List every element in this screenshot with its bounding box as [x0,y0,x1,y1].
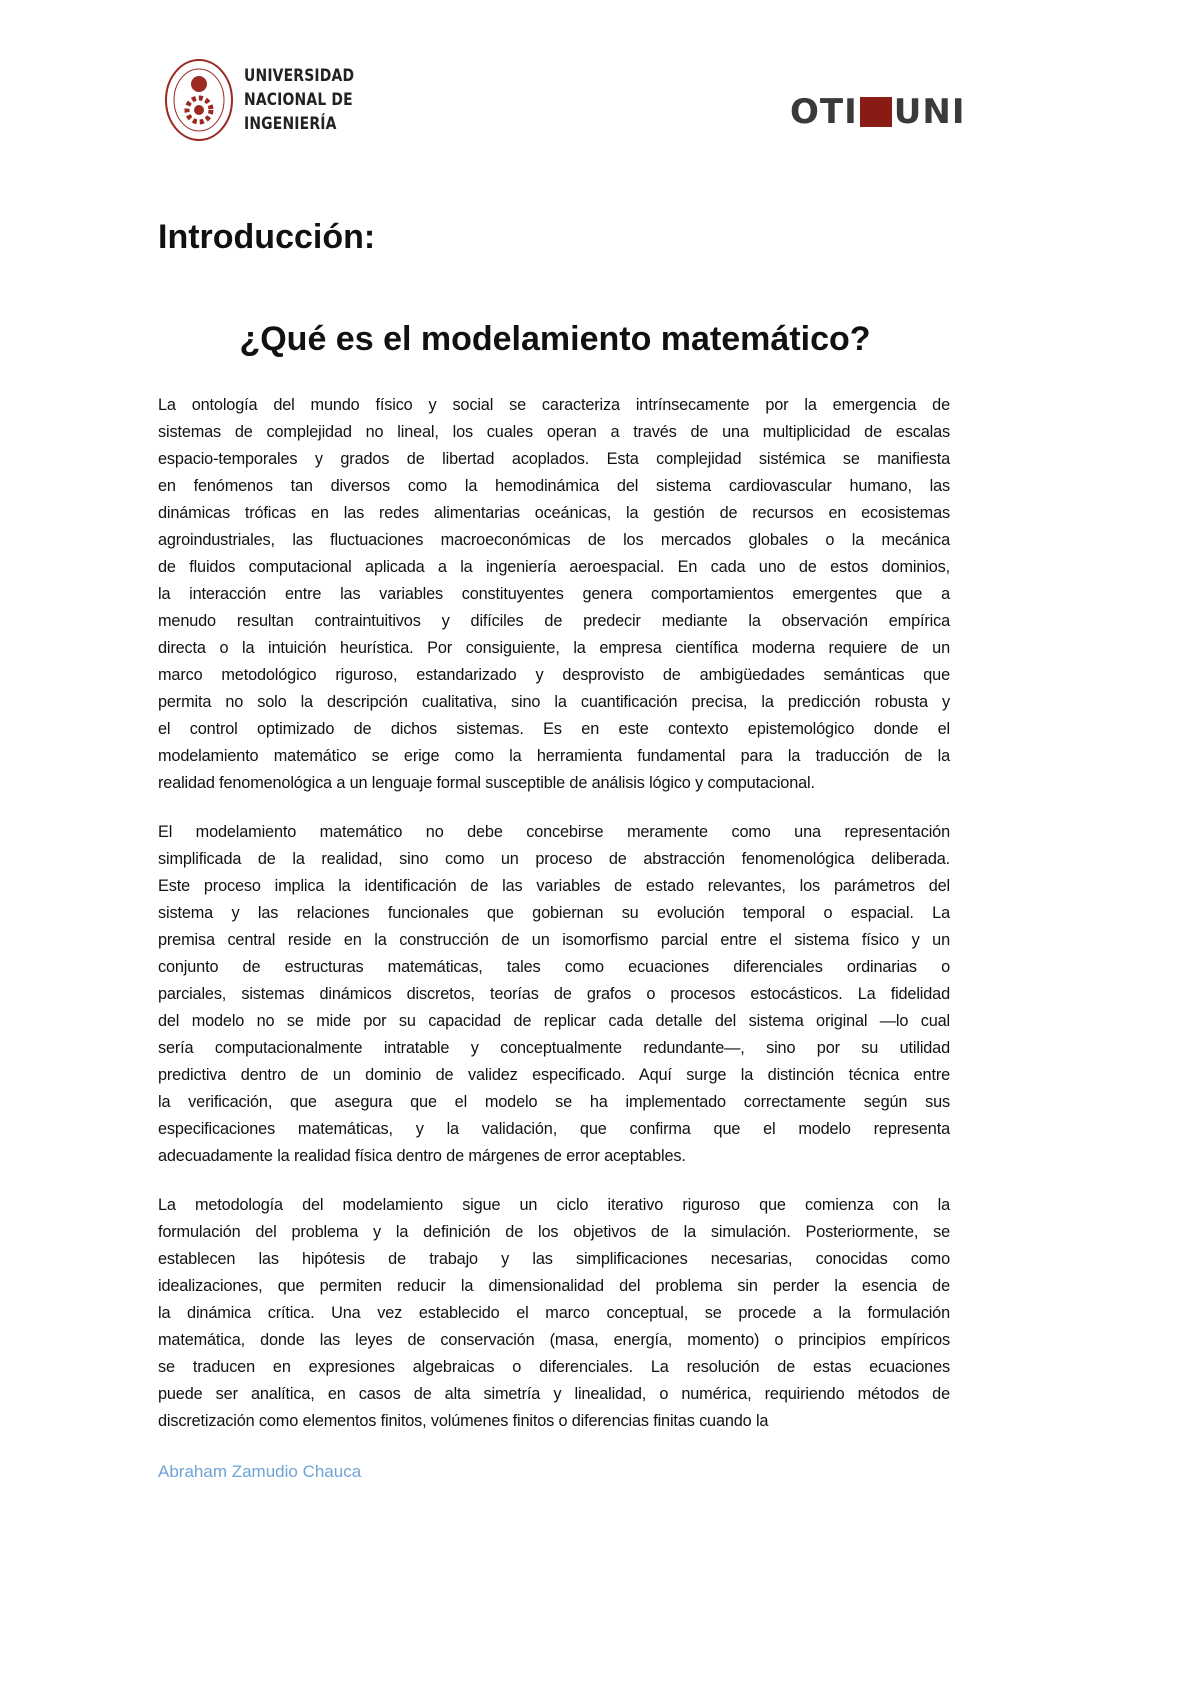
text-line: sistemas de complejidad no lineal, los cuales operan a través de una multiplicidad de escalas [158,423,950,441]
text-line: marco metodológico riguroso, estandarizado y desprovisto de ambigüedades semánticas que [158,666,950,684]
logo-line: INGENIERÍA [244,114,337,134]
text-line: El modelamiento matemático no debe concebirse meramente como una representación [158,823,950,841]
text-line: modelamiento matemático se erige como la herramienta fundamental para la traducción de la [158,747,950,765]
text-line: de fluidos computacional aplicada a la ingeniería aeroespacial. En cada uno de estos dominios, [158,558,950,576]
text-line: del modelo no se mide por su capacidad de replicar cada detalle del sistema original —lo cual [158,1012,950,1030]
logo-line: NACIONAL DE [244,90,353,110]
text-line: La metodología del modelamiento sigue un ciclo iterativo riguroso que comienza con la [158,1196,950,1214]
text-line: la interacción entre las variables constituyentes genera comportamientos emergentes que a [158,585,950,603]
paragraph [158,819,950,1170]
text-line: agroindustriales, las fluctuaciones macroeconómicas de los mercados globales o la mecánica [158,531,950,549]
text-line: sería computacionalmente intratable y conceptualmente redundante—, sino por su utilidad [158,1039,950,1057]
text-line: Este proceso implica la identificación de las variables de estado relevantes, los parámetros del [158,877,950,895]
logo-line: UNIVERSIDAD [244,66,355,86]
oti-uni-logo [790,92,965,132]
text-line: premisa central reside en la construcción de un isomorfismo parcial entre el sistema físico y un [158,931,950,949]
oti-logo-text: OTI [790,92,858,132]
section-subtitle: ¿Qué es el modelamiento matemático? [239,320,871,358]
oti-mark-icon [860,97,892,127]
text-line: adecuadamente la realidad física dentro de márgenes de error aceptables. [158,1147,686,1165]
text-line: La ontología del mundo físico y social se caracteriza intrínsecamente por la emergencia de [158,396,950,414]
text-line: permita no solo la descripción cualitativa, sino la cuantificación precisa, la predicción robusta y [158,693,950,711]
text-line: la verificación, que asegura que el modelo se ha implementado correctamente según sus [158,1093,950,1111]
text-line: sistema y las relaciones funcionales que gobiernan su evolución temporal o espacial. La [158,904,950,922]
text-line: predictiva dentro de un dominio de validez especificado. Aquí surge la distinción técnica entre [158,1066,950,1084]
uni-logo-text: UNI [893,92,966,132]
footer-author: Abraham Zamudio Chauca [158,1462,362,1481]
text-line: matemática, donde las leyes de conservación (masa, energía, momento) o principios empíricos [158,1331,950,1349]
text-line: dinámicas tróficas en las redes alimentarias oceánicas, la gestión de recursos en ecosistemas [158,504,950,522]
text-line: puede ser analítica, en casos de alta simetría y linealidad, o numérica, requiriendo métodos de [158,1385,950,1403]
text-line: realidad fenomenológica a un lenguaje formal susceptible de análisis lógico y computacional. [158,774,815,792]
text-line: el control optimizado de dichos sistemas. Es en este contexto epistemológico donde el [158,720,950,738]
university-logo [164,58,378,142]
text-line: menudo resultan contraintuitivos y difíciles de predecir mediante la observación empírica [158,612,950,630]
text-line: espacio-temporales y grados de libertad acoplados. Esta complejidad sistémica se manifiesta [158,450,950,468]
section-title: Introducción: [158,218,376,256]
text-line: simplificada de la realidad, sino como un proceso de abstracción fenomenológica deliberada. [158,850,950,868]
text-line: parciales, sistemas dinámicos discretos, teorías de grafos o procesos estocásticos. La fidelidad [158,985,950,1003]
university-seal-icon [164,58,234,142]
text-line: establecen las hipótesis de trabajo y las simplificaciones necesarias, conocidas como [158,1250,950,1268]
text-line: especificaciones matemáticas, y la validación, que confirma que el modelo representa [158,1120,950,1138]
text-line: discretización como elementos finitos, volúmenes finitos o diferencias finitas cuando la [158,1412,769,1430]
university-name [244,64,354,136]
paragraph [158,392,950,797]
text-line: en fenómenos tan diversos como la hemodinámica del sistema cardiovascular humano, las [158,477,950,495]
text-line: directa o la intuición heurística. Por consiguiente, la empresa científica moderna requiere de un [158,639,950,657]
text-line: conjunto de estructuras matemáticas, tales como ecuaciones diferenciales ordinarias o [158,958,950,976]
paragraph [158,1192,950,1435]
text-line: formulación del problema y la definición de los objetivos de la simulación. Posteriormente, se [158,1223,950,1241]
text-line: la dinámica crítica. Una vez establecido el marco conceptual, se procede a la formulación [158,1304,950,1322]
text-line: se traducen en expresiones algebraicas o diferenciales. La resolución de estas ecuaciones [158,1358,950,1376]
text-line: idealizaciones, que permiten reducir la dimensionalidad del problema sin perder la esencia de [158,1277,950,1295]
